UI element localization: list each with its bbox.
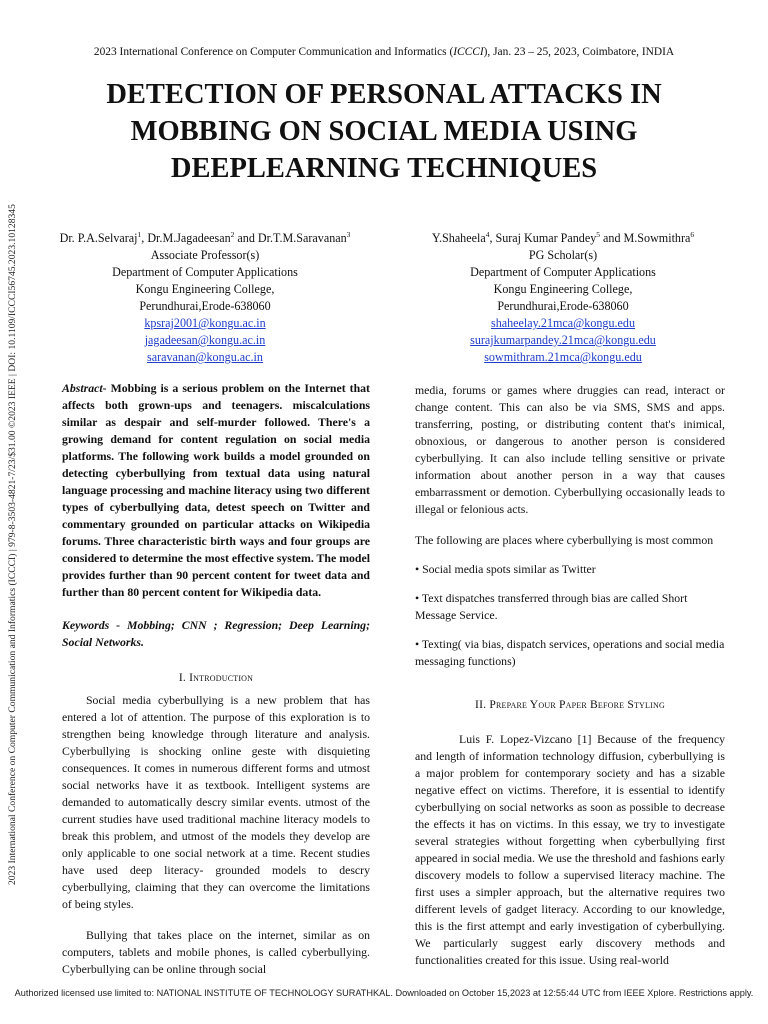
author-block-left [48,230,362,366]
related-work-paragraph: Luis F. Lopez-Vizcano [1] Because of the frequency and length of information technology diffusion, cyberbullying is a major problem for contemporary society and has a sizable negative effect on victims. Therefore, it is essential to identify cyberbullying on social networks as soon as possible to decrease the effects it has on victims. In this essay, we try to investigate several strategies without forgetting when cyberbullying first appeared in social media. We use the threshold and fashions early discovery models to follow a supervised literacy machine. The first uses a simpler approach, but the alternative requires two different levels of gadget literacy. According to our knowledge, this is the first attempt and early investigation of cyberbullying. We particularly suggest early discovery methods and functionalities created for this issue. Using real-world [415,732,725,967]
conference-header-post: ), Jan. 23 – 25, 2023, Coimbatore, INDIA [483,46,675,58]
left-column [62,380,370,978]
author-name: Dr. P.A.Selvaraj [59,231,138,245]
author-affil-mark: 2 [230,229,235,239]
author-college-left: Kongu Engineering College, [135,282,275,296]
conference-header [0,46,768,58]
author-location-left: Perundhurai,Erode-638060 [139,299,271,313]
title-line-3: DEEPLEARNING TECHNIQUES [170,153,598,184]
author-dept-left: Department of Computer Applications [112,265,298,279]
abstract-lead: Abstract- [62,381,107,395]
intro-paragraph-2: Bullying that takes place on the internet, similar as on computers, tablets and mobile phones, is called cyberbullying. Cyberbullying can be online through social [62,928,370,976]
doi-side-note: 2023 International Conference on Computer Communication and Informatics (ICCCI) | 979-8-3503-4821-7/23/$31.00 ©2023 IEEE | DOI: 10.1109/ICCCI56745.2023.10128345 [7,204,18,885]
author-name: Y.Shaheela [431,231,486,245]
conference-abbr: ICCCI [453,46,484,58]
keywords: Keywords - Mobbing; CNN ; Regression; Deep Learning; Social Networks. [62,618,370,649]
email-link[interactable]: shaheelay.21mca@kongu.edu [490,316,635,330]
bullet-item: • Text dispatches transferred through bias are called Short Message Service. [415,591,688,622]
author-location-right: Perundhurai,Erode-638060 [497,299,629,313]
email-link[interactable]: jagadeesan@kongu.ac.in [144,333,266,347]
author-affil-mark: 3 [346,229,351,239]
bullet-item: • Texting( via bias, dispatch services, operations and social media messaging functions) [415,637,725,668]
right-column [415,382,725,969]
email-link[interactable]: surajkumarpandey.21mca@kongu.edu [470,333,656,347]
paper-title [60,76,708,187]
email-link[interactable]: saravanan@kongu.ac.in [147,350,263,364]
author-names-right [410,230,716,247]
author-name: , Dr.M.Jagadeesan [141,231,231,245]
places-intro-paragraph: The following are places where cyberbullying is most common [415,533,714,547]
author-name: and Dr.T.M.Saravanan [234,231,347,245]
section-heading-introduction: I. Introduction [178,671,254,684]
abstract-text: Mobbing is a serious problem on the Internet that affects both grown-ups and teenagers. miscalculations similar as despair and self-murder followed. There's a growing demand for content regulation on social media platforms. The following work builds a model grounded on detecting cyberbullying from textual data using natural language processing and machine literacy using two different types of cyberbullying data, detest speech on Twitter and commentary grounded on particular attacks on Wikipedia forums. Three characteristic birth ways and four groups are considered to determine the most effective system. The model provides further than 90 percent content for tweet data and further than 80 percent content for Wikipedia data. [62,381,370,599]
author-role-right: PG Scholar(s) [528,248,598,262]
author-college-right: Kongu Engineering College, [493,282,633,296]
title-line-2: MOBBING ON SOCIAL MEDIA USING [130,116,638,147]
license-footer: Authorized licensed use limited to: NATIONAL INSTITUTE OF TECHNOLOGY SURATHKAL. Downloaded on October 15,2023 at 12:55:44 UTC from IEEE Xplore. Restrictions apply. [14,988,754,998]
author-affil-mark: 5 [596,229,601,239]
author-name: , Suraj Kumar Pandey [489,231,597,245]
author-affil-mark: 6 [690,229,695,239]
author-name: and M.Sowmithra [600,231,691,245]
email-link[interactable]: sowmithram.21mca@kongu.edu [484,350,642,364]
author-affil-mark: 4 [485,229,490,239]
author-block-right [410,230,716,366]
author-names-left [48,230,362,247]
section-heading-2: II. Prepare Your Paper Before Styling [475,698,665,711]
title-line-1: DETECTION OF PERSONAL ATTACKS IN [106,79,662,110]
intro-paragraph-1: Social media cyberbullying is a new problem that has entered a lot of attention. The purpose of this exploration is to strengthen being knowledge through literature and analysis. Cyberbullying is shocking online geste with disquieting consequences. It comes in numerous different forms and utmost social networks have it as textbook. Intelligent systems are demanded to automatically descry similar events. utmost of the current studies have used traditional machine literacy models to break this problem, and utmost of the models they develop are only applicable to one social network at a time. Recent studies have used deep literacy- grounded models to descry cyberbullying, claiming that they can overcome the limitations of being styles. [62,693,370,911]
body-paragraph-continued: media, forums or games where druggies can read, interact or change content. This can also be via SMS, SMS and apps. transferring, posting, or distributing content that's inimical, obnoxious, or dangerous to another person is considered cyberbullying. It can also include telling sensitive or private information about another person in a way that causes embarrassment or demotion. Cyberbullying occasionally leads to illegal or felonious acts. [415,383,725,516]
email-link[interactable]: kpsraj2001@kongu.ac.in [144,316,266,330]
author-role-left: Associate Professor(s) [150,248,260,262]
conference-header-pre: 2023 International Conference on Computer Communication and Informatics ( [93,46,454,58]
author-dept-right: Department of Computer Applications [470,265,656,279]
author-affil-mark: 1 [137,229,142,239]
bullet-item: • Social media spots similar as Twitter [415,562,596,576]
abstract [62,380,370,601]
